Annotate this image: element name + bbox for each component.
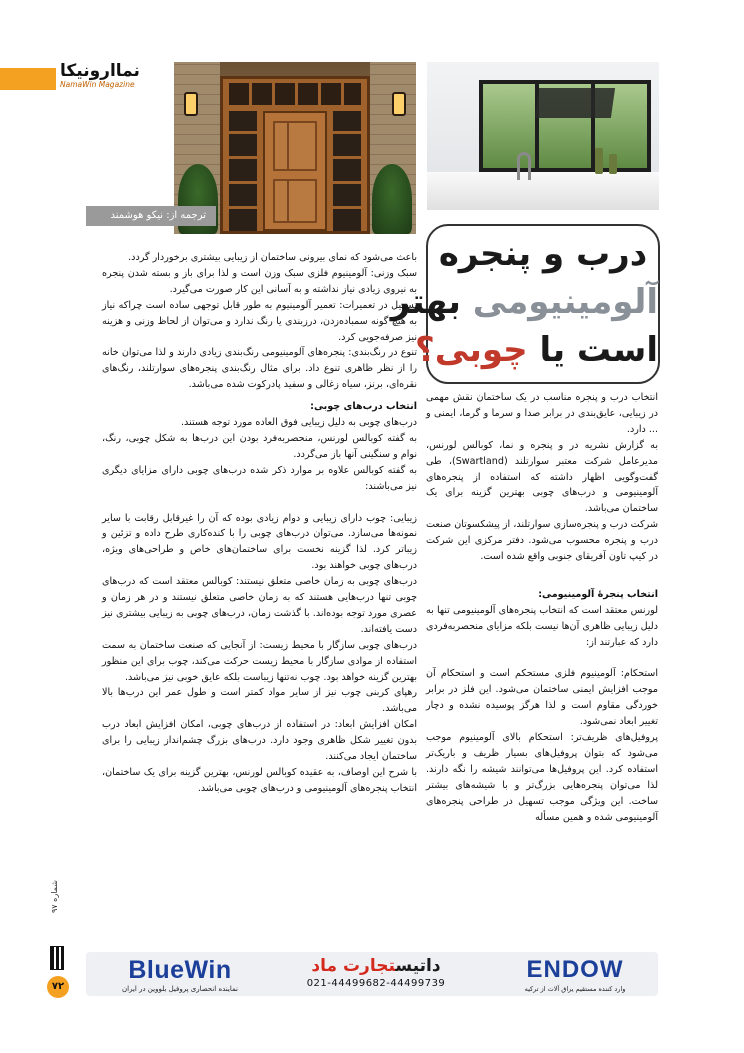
wall-lamp-icon — [184, 92, 198, 116]
paragraph: زیبایی: چوب دارای زیبایی و دوام زیادی بوده که آن را غیرقابل رقابت با سایر نمونه‌ها می‌سازد. می‌توان درب‌های چوبی را با کنده‌کاری طرح داده و تزئین و زیباتر کرد. لذا گزینه نخست برای ساختمان‌های خاص و طراحی‌های ویژه، درب‌های چوبی خواهند بود. — [102, 512, 417, 572]
page-number: ۷۲ — [47, 976, 69, 998]
paragraph: رهپای کربنی چوب نیز از سایر مواد کمتر است و طول عمر این درب‌ها بالا می‌باشد. — [102, 687, 417, 715]
bluewin-tagline: نماینده انحصاری پروفیل بلووین در ایران — [122, 985, 238, 993]
transom-glass — [229, 83, 361, 105]
brand-subtitle: NamaWin Magazine — [60, 80, 135, 89]
title-word-aluminium: آلومینیومی — [472, 282, 658, 322]
bottle-icon — [595, 148, 603, 174]
bottle-icon — [609, 154, 617, 174]
magazine-logo — [60, 62, 172, 96]
paragraph: تنوع در رنگ‌بندی: پنجره‌های آلومینیومی رنگ‌بندی زیادی دارند و لذا می‌توان خانه را از نظر ظاهری تنوع داد. برای مثال رنگ‌بندی پنجره‌های سوارتلند، رنگ‌های نقره‌ای، برنز، سیاه زغالی و سفید پادرکوت شده می‌باشد. — [102, 347, 417, 391]
paragraph: استحکام: آلومینیوم فلزی مستحکم است و استحکام آن موجب افزایش ایمنی ساختمان می‌شود. این فلز در برابر خوردگی مقاوم است و لذا هرگز پوسیده نشده و دچار تغییر ابعاد نمی‌شود. — [426, 668, 658, 728]
bluewin-ad[interactable] — [92, 952, 268, 996]
datis-logo-part2: تجارت ماد — [311, 956, 396, 976]
paragraph: شرکت درب و پنجره‌سازی سوارتلند، از پیشکسوتان صنعت درب و پنجره محسوب می‌شود. دفتر مرکزی این شرکت در کیپ تاون آفریقای جنوبی واقع شده است. — [426, 519, 658, 563]
brand-accent-bar — [0, 68, 56, 90]
datis-logo — [290, 952, 462, 977]
endow-logo: ENDOW — [526, 956, 624, 983]
door-frame — [220, 76, 370, 234]
section-heading: انتخاب پنجرهٔ آلومینیومی: — [538, 588, 658, 600]
brand-name: ارونیکا — [60, 61, 116, 81]
title-line-1: درب و پنجره — [438, 234, 648, 274]
question-mark-icon: ؟ — [414, 330, 435, 370]
datis-phone: 021-44499682-44499739 — [306, 978, 446, 989]
paragraph: باعث می‌شود که نمای بیرونی ساختمان از زیبایی بیشتری برخوردار گردد. — [128, 252, 417, 263]
open-window-sash — [535, 88, 615, 118]
plant-right — [372, 164, 412, 234]
bluewin-logo: BlueWin — [128, 956, 232, 984]
paragraph: درب‌های چوبی سازگار با محیط زیست: از آنجایی که صنعت ساختمان به سمت استفاده از موادی سازگار با محیط زیست حرکت می‌کند، چوب برای این منظور بهترین گزینه خواهد بود. چوب نه‌تنها زیباست بلکه عایق خوبی نیز می‌باشد. — [102, 639, 417, 683]
article-column-left — [102, 250, 417, 797]
window-frame — [479, 80, 651, 172]
wall-lamp-icon — [392, 92, 406, 116]
faucet-icon — [517, 152, 531, 180]
title-line-2 — [390, 278, 658, 326]
paragraph: درب‌های چوبی به زمان خاصی متعلق نیستند: کوبالس معتقد است که درب‌های چوبی تنها درب‌هایی هستند که به زمان خاصی متعلق نیستند و در هر زمان و عصری مورد توجه بوده‌اند. با گذشت زمان، درب‌های چوبی به زیبایی بیشتری نیز دست یافته‌اند. — [102, 576, 417, 635]
paragraph-spacer — [426, 565, 658, 581]
datis-logo-part1: داتیس — [395, 956, 441, 976]
kitchen-counter — [427, 172, 659, 210]
datis-ad[interactable] — [290, 952, 462, 996]
footer-ads — [86, 952, 658, 996]
article-title — [390, 224, 660, 384]
paragraph: انتخاب درب و پنجره مناسب در یک ساختمان نقش مهمی در زیبایی، عایق‌بندی در برابر صدا و سرما و گرما، ایمنی و ... دارد. — [426, 392, 658, 435]
paragraph: به گفته کوبالس علاوه بر موارد ذکر شده درب‌های چوبی دارای مزایای دیگری نیز می‌باشند: — [102, 464, 417, 492]
title-word-wooden: چوبی — [434, 330, 528, 370]
translator-credit: ترجمه از: نیکو هوشمند — [86, 206, 216, 226]
title-line-3 — [414, 326, 658, 374]
title-word-better: بهتر — [390, 282, 461, 322]
title-phrase-is-or: است یا — [539, 330, 658, 370]
paragraph: پروفیل‌های ظریف‌تر: استحکام بالای آلومینیوم موجب می‌شود که بتوان پروفیل‌های بسیار ظریف و باریک‌تر استفاده کرد. این پروفیل‌ها می‌توانند شیشه را نگه دارند. لذا می‌توان پنجره‌هایی بزرگ‌تر و با شیشه‌های بیشتر ساخت. این ویژگی موجب تسهیل در طراحی پنجره‌های آلومینیومی شده و همین مسأله — [426, 732, 658, 823]
paragraph: سبک وزنی: آلومینیوم فلزی سبک وزن است و لذا برای باز و بسته شدن پنجره به نیروی زیادی نیاز نداشته و به آسانی این کار صورت می‌گیرد. — [102, 267, 417, 295]
door-panel — [287, 121, 317, 171]
paragraph: با شرح این اوصاف، به عقیده کوبالس لورنس، بهترین گزینه برای یک ساختمان، انتخاب پنجره‌های آلومینیومی و درب‌های چوبی می‌باشد. — [102, 767, 417, 794]
wooden-door — [263, 111, 327, 231]
article-column-right — [426, 390, 658, 825]
paragraph: درب‌های چوبی به دلیل زیبایی فوق العاده مورد توجه هستند. — [180, 417, 417, 429]
door-panel — [287, 179, 317, 223]
endow-tagline: وارد کننده مستقیم یراق آلات از ترکیه — [524, 985, 626, 993]
aluminium-window-photo — [427, 62, 659, 210]
paragraph: لورنس معتقد است که انتخاب پنجره‌های آلومینیومی تنها به دلیل زیبایی ظاهری آن‌ها نیست بلکه مزایای منحصربه‌فردی دارد که عبارتند از: — [426, 604, 658, 648]
sidelight-left — [229, 111, 257, 231]
paragraph: به گفته کوبالس لورنس، منحصربه‌فرد بودن این درب‌ها به شکل چوبی، رنگ، نوام و سنگینی آنها باز می‌گردد. — [102, 432, 417, 460]
paragraph: به گزارش نشریه در و پنجره و نما، کوبالس لورنس، مدیرعامل شرکت معتبر سوارتلند (Swartland)، طی گفت‌وگویی اظهار داشته که استفاده از پنجره‌های آلومینیومی و درب‌های چوبی بهترین گزینه برای یک ساختمان می‌باشد. — [426, 439, 658, 515]
brand-name-part2: نما — [115, 61, 140, 81]
sidelight-right — [333, 111, 361, 231]
paragraph-spacer — [102, 495, 417, 511]
section-heading: انتخاب درب‌های چوبی: — [310, 401, 417, 413]
endow-ad[interactable] — [498, 952, 652, 996]
paragraph-spacer — [426, 651, 658, 667]
paragraph: امکان افزایش ابعاد: در استفاده از درب‌های چوبی، امکان افزایش ابعاد درب بدون تغییر شکل ظاهری وجود دارد. درب‌های بزرگ چشم‌انداز زیبایی را برای ساختمان ایجاد می‌کنند. — [102, 719, 417, 763]
paragraph: تسهیل در تعمیرات: تعمیر آلومینیوم به طور قابل توجهی ساده است چراکه نیاز به هیچ گونه سمباده‌زدن، درزبندی یا رنگ ندارد و می‌توان از لحاظ وزنی و هزینه نیز صرفه‌جویی کرد. — [102, 299, 417, 343]
issue-number: شماره ۹۷ — [50, 880, 59, 913]
magazine-mini-logo-icon — [50, 946, 64, 970]
